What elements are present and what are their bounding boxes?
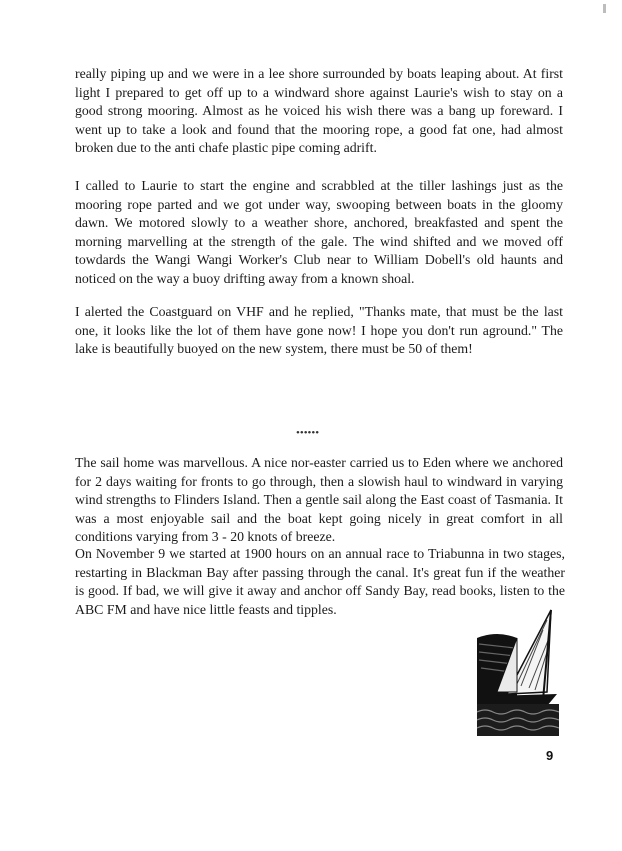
section-separator: •••••• <box>296 427 320 439</box>
paragraph-engine-start: I called to Laurie to start the engine and scrabbled at the tiller lashings just as the mooring rope parted and we got under way, swooping between boats in the gloomy dawn. We motored slowly to a weather shore, anchored, breakfasted and spent the morning marvelling at the strength of the gale. The wind shifted and we moved off towdards the Wangi Wangi Worker's Club near to William Dobell's old haunts and noticed on the way a buoy drifting away from a known shoal. <box>75 178 563 286</box>
page-number: 9 <box>546 748 554 763</box>
paragraph-sail-home: The sail home was marvellous. A nice nor-easter carried us to Eden where we anchored for 2 days waiting for fronts to go through, then a slowish haul to windward in varying wind strengths to Flinders Island. Then a gentle sail along the East coast of Tasmania. It was a most enjoyable sail and the boat kept going nicely in great comfort in all conditions varying from 3 - 20 knots of breeze. <box>75 455 563 545</box>
scan-mark <box>603 4 606 13</box>
yacht-sea <box>477 704 559 736</box>
paragraph-coastguard: I alerted the Coastguard on VHF and he replied, "Thanks mate, that must be the last one, it looks like the lot of them have gone now! I hope you don't run aground." The lake is beautifully buoyed on the new system, there must be 50 of them! <box>75 304 563 357</box>
sailing-yacht-icon <box>477 608 559 736</box>
paragraph-mooring-rope: really piping up and we were in a lee shore surrounded by boats leaping about. At first light I prepared to get off up to a windward shore against Laurie's wish to stay on a good strong mooring. Almost as he voiced his wish there was a bang up foreward. I went up to take a look and found that the mooring rope, a good fat one, had almost broken due to the anti chafe plastic pipe coming adrift. <box>75 66 563 156</box>
paragraph-race-triabunna: On November 9 we started at 1900 hours on an annual race to Triabunna in two stages, restarting in Blackman Bay after passing through the canal. It's great fun if the weather is good. If bad, we will give it away and anchor off Sandy Bay, read books, listen to the ABC FM and have nice little feasts and tipples. <box>75 546 565 617</box>
